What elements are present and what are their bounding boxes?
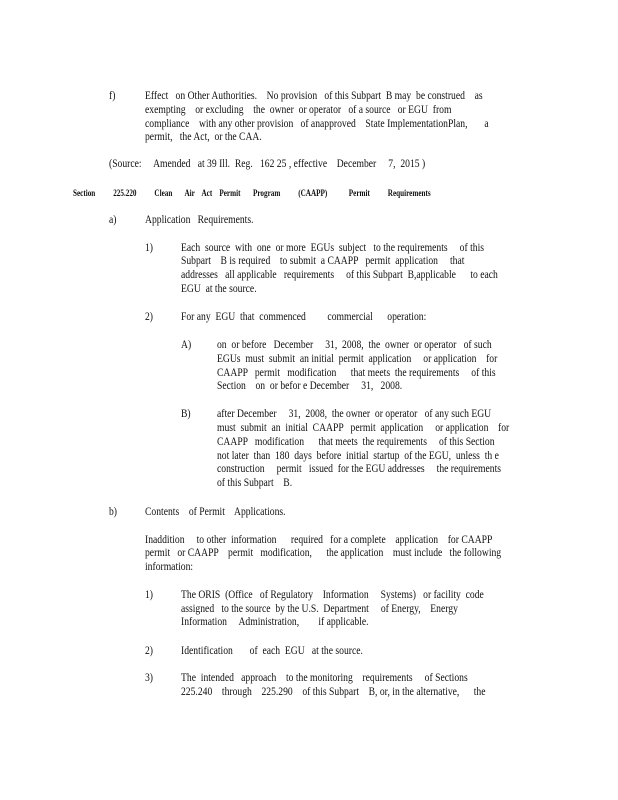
item-a2B-line-2: must submit an initial CAAPP permit application or application for bbox=[217, 422, 510, 434]
item-a2A-label: A) bbox=[181, 339, 192, 351]
item-a2-text: For any EGU that commenced commercial operation: bbox=[181, 311, 427, 323]
item-a2-label: 2) bbox=[145, 311, 154, 323]
item-b2-label: 2) bbox=[145, 645, 154, 657]
item-b2-text: Identification of each EGU at the source. bbox=[181, 645, 363, 657]
item-b1-line-1: The ORIS (Office of Regulatory Information Systems) or facility code bbox=[181, 589, 484, 601]
para-f-line-2: exempting or excluding the owner or operator of a source or EGU from bbox=[145, 104, 452, 116]
item-b3-line-1: The intended approach to the monitoring requirements of Sections bbox=[181, 672, 468, 684]
para-b-intro-line-2: permit or CAAPP permit modification, the application must include the following bbox=[145, 547, 502, 559]
item-a2B-line-4: not later than 180 days before initial startup of the EGU, unless th e bbox=[217, 450, 499, 462]
item-a1-line-4: EGU at the source. bbox=[181, 283, 257, 295]
item-a2A-line-4: Section on or befor e December 31, 2008. bbox=[217, 380, 403, 392]
item-b1-line-2: assigned to the source by the U.S. Department of Energy, Energy bbox=[181, 603, 458, 615]
item-a1-line-1: Each source with one or more EGUs subject to the requirements of this bbox=[181, 242, 485, 254]
para-a-text: Application Requirements. bbox=[145, 214, 254, 226]
para-a-label: a) bbox=[109, 214, 117, 226]
para-f-line-4: permit, the Act, or the CAA. bbox=[145, 131, 262, 143]
source-note: (Source: Amended at 39 Ill. Reg. 162 25 , effective December 7, 2015 ) bbox=[109, 158, 426, 170]
item-b3-label: 3) bbox=[145, 672, 154, 684]
para-f-label: f) bbox=[109, 90, 116, 102]
item-a2B-label: B) bbox=[181, 408, 191, 420]
para-b-label: b) bbox=[109, 506, 118, 518]
item-a2B-line-5: construction permit issued for the EGU addresses the requirements bbox=[217, 463, 502, 475]
item-b1-line-3: Information Administration, if applicable. bbox=[181, 616, 369, 628]
item-a2B-line-3: CAAPP modification that meets the requirements of this Section bbox=[217, 436, 495, 448]
item-a1-line-3: addresses all applicable requirements of this Subpart B,applicable to each bbox=[181, 269, 498, 281]
para-b-intro-line-1: Inaddition to other information required for a complete application for CAAPP bbox=[145, 534, 493, 546]
item-b1-label: 1) bbox=[145, 589, 154, 601]
item-a2B-line-1: after December 31, 2008, the owner or operator of any such EGU bbox=[217, 408, 492, 420]
section-heading: Section 225.220 Clean Air Act Permit Program (CAAPP) Permit Requirements bbox=[73, 188, 431, 198]
item-a1-line-2: Subpart B is required to submit a CAAPP permit application that bbox=[181, 255, 465, 267]
item-a1-label: 1) bbox=[145, 242, 154, 254]
item-a2A-line-2: EGUs must submit an initial permit application or application for bbox=[217, 353, 498, 365]
para-b-text: Contents of Permit Applications. bbox=[145, 506, 286, 518]
item-b3-line-2: 225.240 through 225.290 of this Subpart B, or, in the alternative, the bbox=[181, 686, 486, 698]
para-f-line-3: compliance with any other provision of anapproved State ImplementationPlan, a bbox=[145, 118, 489, 130]
item-a2B-line-6: of this Subpart B. bbox=[217, 477, 293, 489]
para-b-intro-line-3: information: bbox=[145, 561, 194, 573]
para-f-line-1: Effect on Other Authorities. No provision of this Subpart B may be construed as bbox=[145, 90, 483, 102]
item-a2A-line-3: CAAPP permit modification that meets the requirements of this bbox=[217, 367, 496, 379]
item-a2A-line-1: on or before December 31, 2008, the owner or operator of such bbox=[217, 339, 492, 351]
